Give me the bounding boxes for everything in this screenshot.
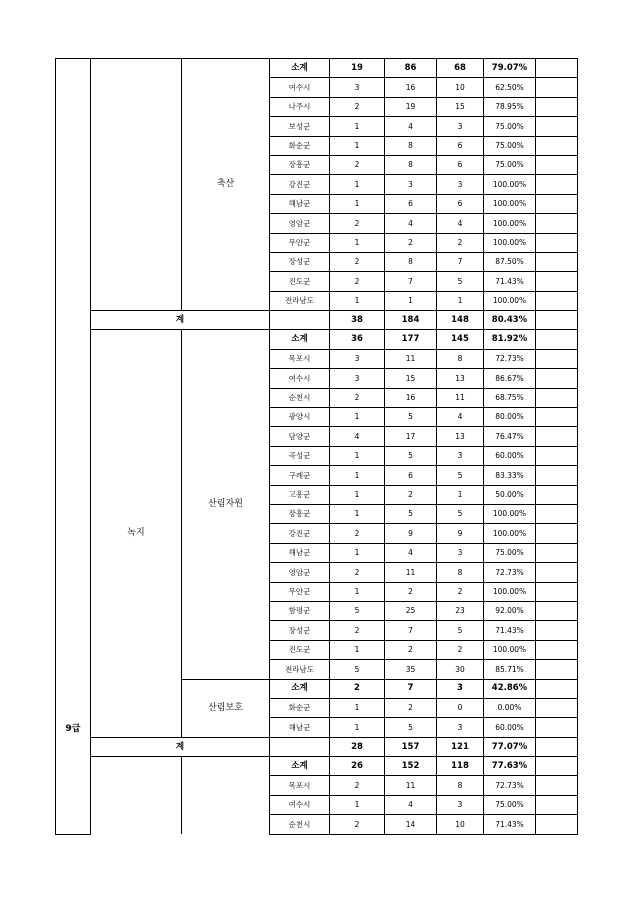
count-c-cell: 9 <box>437 524 484 543</box>
region-cell: 목포시 <box>270 349 330 368</box>
count-b-cell: 6 <box>385 466 437 485</box>
count-c-cell: 2 <box>437 582 484 601</box>
count-b-cell: 35 <box>385 660 437 679</box>
region-cell: 여수시 <box>270 369 330 388</box>
region-cell: 무안군 <box>270 233 330 252</box>
count-a-cell: 1 <box>330 136 385 155</box>
rate-cell: 60.00% <box>484 446 536 465</box>
count-a-cell: 1 <box>330 291 385 310</box>
region-cell: 화순군 <box>270 698 330 717</box>
rate-cell: 85.71% <box>484 660 536 679</box>
count-a-cell: 2 <box>330 155 385 174</box>
count-b-cell: 17 <box>385 427 437 446</box>
region-cell: 화순군 <box>270 136 330 155</box>
count-c-cell: 5 <box>437 504 484 523</box>
count-a-cell: 1 <box>330 718 385 737</box>
rate-cell: 75.00% <box>484 543 536 562</box>
count-a-cell: 1 <box>330 698 385 717</box>
region-cell: 소계 <box>270 330 330 349</box>
region-cell: 강진군 <box>270 524 330 543</box>
region-cell: 구례군 <box>270 466 330 485</box>
rate-cell: 80.43% <box>484 311 536 330</box>
subcategory-label: 산림보호 <box>182 679 270 737</box>
remark-cell <box>536 660 578 679</box>
count-c-cell: 5 <box>437 466 484 485</box>
count-c-cell: 4 <box>437 408 484 427</box>
table-body <box>56 59 578 835</box>
region-cell: 목포시 <box>270 776 330 795</box>
count-b-cell: 3 <box>385 175 437 194</box>
count-b-cell: 7 <box>385 621 437 640</box>
count-b-cell: 2 <box>385 582 437 601</box>
count-a-cell: 1 <box>330 543 385 562</box>
count-c-cell: 13 <box>437 427 484 446</box>
remark-cell <box>536 194 578 213</box>
count-c-cell: 3 <box>437 117 484 136</box>
region-cell: 광양시 <box>270 408 330 427</box>
region-cell: 해남군 <box>270 194 330 213</box>
count-c-cell: 2 <box>437 640 484 659</box>
region-cell: 장흥군 <box>270 504 330 523</box>
table-row <box>56 757 578 776</box>
rate-cell: 92.00% <box>484 601 536 620</box>
count-b-cell: 2 <box>385 485 437 504</box>
remark-cell <box>536 757 578 776</box>
count-a-cell: 4 <box>330 427 385 446</box>
rate-cell: 100.00% <box>484 524 536 543</box>
count-c-cell: 8 <box>437 349 484 368</box>
count-b-cell: 152 <box>385 757 437 776</box>
count-c-cell: 5 <box>437 621 484 640</box>
count-a-cell: 1 <box>330 194 385 213</box>
remark-cell <box>536 272 578 291</box>
count-c-cell: 68 <box>437 59 484 78</box>
remark-cell <box>536 252 578 271</box>
remark-cell <box>536 563 578 582</box>
count-b-cell: 5 <box>385 408 437 427</box>
region-cell: 무안군 <box>270 582 330 601</box>
count-b-cell: 2 <box>385 698 437 717</box>
count-b-cell: 8 <box>385 136 437 155</box>
remark-cell <box>536 175 578 194</box>
count-b-cell: 2 <box>385 233 437 252</box>
remark-cell <box>536 349 578 368</box>
region-cell: 고흥군 <box>270 485 330 504</box>
remark-cell <box>536 369 578 388</box>
count-b-cell: 4 <box>385 543 437 562</box>
count-b-cell: 1 <box>385 291 437 310</box>
count-c-cell: 0 <box>437 698 484 717</box>
remark-cell <box>536 388 578 407</box>
region-cell <box>270 311 330 330</box>
region-cell: 소계 <box>270 59 330 78</box>
rate-cell: 72.73% <box>484 776 536 795</box>
recruitment-stats-table <box>55 58 578 835</box>
rate-cell: 100.00% <box>484 233 536 252</box>
rate-cell: 86.67% <box>484 369 536 388</box>
rate-cell: 71.43% <box>484 272 536 291</box>
count-c-cell: 5 <box>437 272 484 291</box>
count-a-cell: 1 <box>330 117 385 136</box>
count-a-cell: 2 <box>330 252 385 271</box>
count-c-cell: 145 <box>437 330 484 349</box>
count-c-cell: 15 <box>437 97 484 116</box>
rate-cell: 87.50% <box>484 252 536 271</box>
rate-cell: 76.47% <box>484 427 536 446</box>
count-b-cell: 11 <box>385 776 437 795</box>
count-b-cell: 184 <box>385 311 437 330</box>
rate-cell: 75.00% <box>484 117 536 136</box>
count-b-cell: 8 <box>385 155 437 174</box>
remark-cell <box>536 78 578 97</box>
remark-cell <box>536 679 578 698</box>
count-c-cell: 6 <box>437 194 484 213</box>
count-a-cell: 3 <box>330 369 385 388</box>
rate-cell: 60.00% <box>484 718 536 737</box>
count-a-cell: 1 <box>330 233 385 252</box>
count-b-cell: 5 <box>385 446 437 465</box>
total-row <box>56 311 578 330</box>
count-c-cell: 6 <box>437 155 484 174</box>
rate-cell: 72.73% <box>484 563 536 582</box>
remark-cell <box>536 214 578 233</box>
count-a-cell: 1 <box>330 466 385 485</box>
subcategory-label: 산림자원 <box>182 330 270 679</box>
count-c-cell: 2 <box>437 233 484 252</box>
count-a-cell: 2 <box>330 621 385 640</box>
region-cell: 해남군 <box>270 543 330 562</box>
region-cell: 보성군 <box>270 117 330 136</box>
rate-cell: 100.00% <box>484 640 536 659</box>
remark-cell <box>536 776 578 795</box>
region-cell: 장흥군 <box>270 155 330 174</box>
count-b-cell: 4 <box>385 214 437 233</box>
count-c-cell: 1 <box>437 485 484 504</box>
remark-cell <box>536 815 578 834</box>
count-b-cell: 4 <box>385 117 437 136</box>
rate-cell: 68.75% <box>484 388 536 407</box>
count-c-cell: 8 <box>437 776 484 795</box>
rate-cell: 100.00% <box>484 504 536 523</box>
remark-cell <box>536 718 578 737</box>
rate-cell: 80.00% <box>484 408 536 427</box>
rate-cell: 42.86% <box>484 679 536 698</box>
rate-cell: 83.33% <box>484 466 536 485</box>
remark-cell <box>536 621 578 640</box>
count-b-cell: 177 <box>385 330 437 349</box>
count-a-cell: 2 <box>330 272 385 291</box>
count-b-cell: 11 <box>385 563 437 582</box>
rate-cell: 100.00% <box>484 291 536 310</box>
count-c-cell: 121 <box>437 737 484 756</box>
rate-cell: 100.00% <box>484 175 536 194</box>
region-cell <box>270 737 330 756</box>
rate-cell: 75.00% <box>484 155 536 174</box>
count-a-cell: 2 <box>330 679 385 698</box>
remark-cell <box>536 543 578 562</box>
count-b-cell: 4 <box>385 795 437 814</box>
table-row <box>56 330 578 349</box>
rate-cell: 100.00% <box>484 582 536 601</box>
count-c-cell: 148 <box>437 311 484 330</box>
region-cell: 순천시 <box>270 815 330 834</box>
remark-cell <box>536 466 578 485</box>
count-b-cell: 7 <box>385 679 437 698</box>
count-b-cell: 16 <box>385 388 437 407</box>
count-b-cell: 16 <box>385 78 437 97</box>
rate-cell: 81.92% <box>484 330 536 349</box>
count-a-cell: 5 <box>330 660 385 679</box>
count-c-cell: 13 <box>437 369 484 388</box>
count-a-cell: 26 <box>330 757 385 776</box>
remark-cell <box>536 136 578 155</box>
count-a-cell: 1 <box>330 175 385 194</box>
region-cell: 소계 <box>270 757 330 776</box>
remark-cell <box>536 291 578 310</box>
rate-cell: 62.50% <box>484 78 536 97</box>
rate-cell: 72.73% <box>484 349 536 368</box>
region-cell: 영암군 <box>270 214 330 233</box>
count-a-cell: 5 <box>330 601 385 620</box>
region-cell: 여수시 <box>270 795 330 814</box>
rate-cell: 71.43% <box>484 815 536 834</box>
rate-cell: 71.43% <box>484 621 536 640</box>
count-c-cell: 3 <box>437 679 484 698</box>
region-cell: 전라남도 <box>270 291 330 310</box>
rate-cell: 50.00% <box>484 485 536 504</box>
total-label: 계 <box>91 311 270 330</box>
remark-cell <box>536 582 578 601</box>
region-cell: 소계 <box>270 679 330 698</box>
count-c-cell: 23 <box>437 601 484 620</box>
region-cell: 함평군 <box>270 601 330 620</box>
remark-cell <box>536 233 578 252</box>
count-a-cell: 19 <box>330 59 385 78</box>
region-cell: 여수시 <box>270 78 330 97</box>
total-row <box>56 737 578 756</box>
remark-cell <box>536 97 578 116</box>
grade-label: 9급 <box>56 59 91 835</box>
count-a-cell: 2 <box>330 563 385 582</box>
category-label: 녹지 <box>91 330 182 737</box>
rate-cell: 77.63% <box>484 757 536 776</box>
count-c-cell: 7 <box>437 252 484 271</box>
region-cell: 장성군 <box>270 252 330 271</box>
remark-cell <box>536 408 578 427</box>
region-cell: 나주시 <box>270 97 330 116</box>
count-a-cell: 1 <box>330 640 385 659</box>
rate-cell: 100.00% <box>484 214 536 233</box>
remark-cell <box>536 737 578 756</box>
count-c-cell: 3 <box>437 718 484 737</box>
count-b-cell: 14 <box>385 815 437 834</box>
rate-cell: 100.00% <box>484 194 536 213</box>
rate-cell: 75.00% <box>484 795 536 814</box>
region-cell: 해남군 <box>270 718 330 737</box>
rate-cell: 75.00% <box>484 136 536 155</box>
count-b-cell: 9 <box>385 524 437 543</box>
rate-cell: 78.95% <box>484 97 536 116</box>
count-c-cell: 30 <box>437 660 484 679</box>
count-c-cell: 6 <box>437 136 484 155</box>
count-b-cell: 157 <box>385 737 437 756</box>
table-row <box>56 59 578 78</box>
count-a-cell: 1 <box>330 408 385 427</box>
remark-cell <box>536 485 578 504</box>
region-cell: 곡성군 <box>270 446 330 465</box>
remark-cell <box>536 446 578 465</box>
count-b-cell: 25 <box>385 601 437 620</box>
count-a-cell: 36 <box>330 330 385 349</box>
count-c-cell: 118 <box>437 757 484 776</box>
count-a-cell: 2 <box>330 214 385 233</box>
count-a-cell: 1 <box>330 446 385 465</box>
count-a-cell: 2 <box>330 815 385 834</box>
region-cell: 강진군 <box>270 175 330 194</box>
rate-cell: 79.07% <box>484 59 536 78</box>
count-a-cell: 2 <box>330 776 385 795</box>
remark-cell <box>536 330 578 349</box>
count-b-cell: 8 <box>385 252 437 271</box>
remark-cell <box>536 524 578 543</box>
rate-cell: 77.07% <box>484 737 536 756</box>
count-a-cell: 1 <box>330 504 385 523</box>
count-c-cell: 3 <box>437 175 484 194</box>
remark-cell <box>536 640 578 659</box>
count-b-cell: 5 <box>385 718 437 737</box>
remark-cell <box>536 117 578 136</box>
count-c-cell: 3 <box>437 795 484 814</box>
count-b-cell: 19 <box>385 97 437 116</box>
category-cell <box>91 757 182 835</box>
count-c-cell: 1 <box>437 291 484 310</box>
remark-cell <box>536 155 578 174</box>
remark-cell <box>536 504 578 523</box>
remark-cell <box>536 427 578 446</box>
count-c-cell: 11 <box>437 388 484 407</box>
subcategory-label: 축산 <box>182 59 270 311</box>
region-cell: 담양군 <box>270 427 330 446</box>
count-b-cell: 6 <box>385 194 437 213</box>
remark-cell <box>536 698 578 717</box>
count-a-cell: 28 <box>330 737 385 756</box>
count-c-cell: 10 <box>437 78 484 97</box>
count-c-cell: 8 <box>437 563 484 582</box>
count-b-cell: 7 <box>385 272 437 291</box>
region-cell: 전라남도 <box>270 660 330 679</box>
count-b-cell: 86 <box>385 59 437 78</box>
count-a-cell: 1 <box>330 795 385 814</box>
region-cell: 순천시 <box>270 388 330 407</box>
region-cell: 영암군 <box>270 563 330 582</box>
remark-cell <box>536 311 578 330</box>
total-label: 계 <box>91 737 270 756</box>
count-c-cell: 3 <box>437 543 484 562</box>
count-a-cell: 2 <box>330 524 385 543</box>
count-a-cell: 2 <box>330 388 385 407</box>
rate-cell: 0.00% <box>484 698 536 717</box>
count-b-cell: 11 <box>385 349 437 368</box>
region-cell: 진도군 <box>270 640 330 659</box>
count-b-cell: 5 <box>385 504 437 523</box>
count-c-cell: 10 <box>437 815 484 834</box>
category-cell <box>91 59 182 311</box>
count-a-cell: 2 <box>330 97 385 116</box>
remark-cell <box>536 795 578 814</box>
count-c-cell: 4 <box>437 214 484 233</box>
count-a-cell: 1 <box>330 485 385 504</box>
region-cell: 장성군 <box>270 621 330 640</box>
remark-cell <box>536 59 578 78</box>
count-a-cell: 3 <box>330 78 385 97</box>
count-a-cell: 3 <box>330 349 385 368</box>
count-a-cell: 1 <box>330 582 385 601</box>
count-b-cell: 15 <box>385 369 437 388</box>
count-b-cell: 2 <box>385 640 437 659</box>
count-c-cell: 3 <box>437 446 484 465</box>
subcategory-cell <box>182 757 270 835</box>
count-a-cell: 38 <box>330 311 385 330</box>
remark-cell <box>536 601 578 620</box>
region-cell: 진도군 <box>270 272 330 291</box>
